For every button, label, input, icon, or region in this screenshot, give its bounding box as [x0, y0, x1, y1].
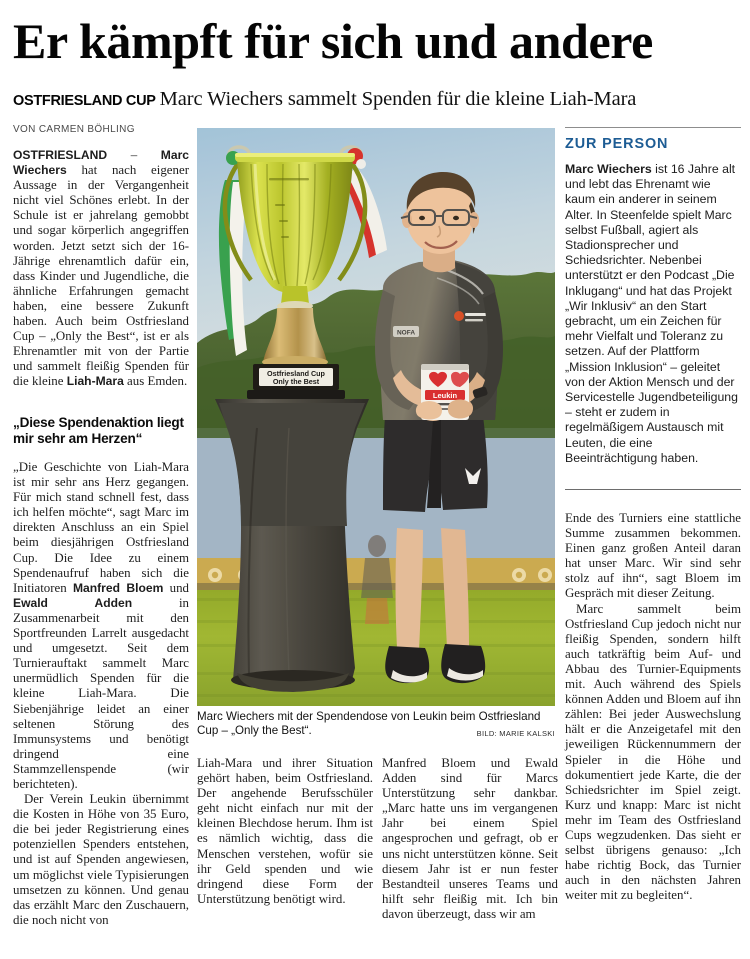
- col1-paragraph-2b: in Zusammenarbeit mit den Sportfreunden Larrelt ausgedacht und umgesetzt. Seit dem Turnierauftakt sammelt Marc unermüdlich Spenden für die kleine Liah-Mara. Die Siebenjährige leidet an einer seltenen Störung des Immunsystems und benötigt dringend eine Stammzellenspende (wir berichteten).: [13, 595, 190, 791]
- article-column-1-lead: [13, 148, 189, 390]
- conjunction-und: und: [163, 580, 190, 595]
- zur-person-lead-name: Marc Wiechers: [565, 162, 652, 176]
- trophy-plaque-line1: Ostfriesland Cup: [267, 369, 325, 378]
- photo-credit: BILD: MARIE KALSKI: [476, 729, 555, 738]
- trophy-plaque-line2: Only the Best: [272, 377, 320, 386]
- article-photo: [197, 128, 555, 706]
- col2-paragraph-1: Liah-Mara und ihrer Situation gehört haben, beim Ostfriesland. Der angehende Berufsschüler geht nicht einfach nur mit der kleinen Blechdose herum. Ihm ist es nämlich wichtig, dass die Menschen verstehen, wofür sie ihr Geld spenden und wie dringend diese Form der Unterstützung benötigt wird.: [197, 756, 373, 906]
- col1-paragraph-3: Der Verein Leukin übernimmt die Kosten in Höhe von 35 Euro, die bei jeder Registrierung eines potenziellen Spenders entstehen, und ist auf Spenden angewiesen, um möglichst viele Typisierungen umsetzen zu können. Und genau das erzählt Marc den Zuschauern, die noch nicht von: [13, 792, 189, 927]
- lead-person-name: Marc Wiechers: [13, 148, 189, 178]
- zur-person-title: ZUR PERSON: [565, 136, 669, 152]
- article-column-1-body: [13, 460, 189, 928]
- highlight-manfred-bloem: Manfred Bloem: [72, 580, 164, 595]
- article-column-4: [565, 511, 741, 903]
- page-title: Er kämpft für sich und andere: [13, 13, 653, 69]
- col1-paragraph-2a: „Die Geschichte von Liah-Mara ist mir sehr ans Herz gegangen. Für mich stand schnell fest, dass ich helfen möchte“, sagt Marc im direkten Anschluss an ein Spiel beim diesjährigen Ostfriesland Cup. Die Idee zu einem Spendenaufruf haben sich die Initiatoren: [13, 460, 189, 595]
- highlight-liah-mara: Liah-Mara: [66, 374, 124, 389]
- lead-place: OSTFRIESLAND: [13, 148, 108, 162]
- zur-person-rule-top: [565, 127, 741, 128]
- svg-text:NOFA: NOFA: [396, 329, 416, 337]
- highlight-ewald-adden: Ewald Adden: [13, 595, 133, 610]
- zur-person-text: ist 16 Jahre alt und lebt das Ehrenamt wie kaum ein anderer in seinem Alter. In Steenfelde spielt Marc selbst Fußball, agiert als Stadionsprecher und Schiedsrichter. Nebenbei unterstützt er den Podcast „Die Inklugang“ und hat das Projekt „Wir Inklusiv“ an den Start gebracht, um ein Zeichen für mehr Vielfalt und Toleranz zu setzen. Auf der Plattform „Mission Inklusion“ – geleitet von der Aktion Mensch und der Servicestelle Jugendbeteiligung – steht er zudem in regelmäßigem Austausch mit Leuten, die eine Beeinträchtigung haben.: [565, 162, 738, 465]
- col4-paragraph-1: Ende des Turniers eine stattliche Summe zusammen bekommen. Einen ganz großen Anteil daran hat unser Marc. Wir sind sehr stolz auf ihn“, sagt Bloem im Gespräch mit dieser Zeitung.: [565, 511, 741, 601]
- article-column-3: [382, 756, 558, 922]
- svg-text:Leukin: Leukin: [432, 391, 458, 400]
- article-column-2: [197, 756, 373, 907]
- zur-person-rule-bottom: [565, 489, 741, 490]
- subheading: „Diese Spendenaktion liegt mir sehr am Herzen“: [13, 415, 184, 447]
- photo-caption: [197, 710, 555, 741]
- col3-paragraph-1: Manfred Bloem und Ewald Adden sind für Marcs Unterstützung sehr dankbar. „Marc hatte uns im vergangenen Jahr bei einem Spiel angesprochen und gefragt, ob er uns nicht unterstützen könne. Seit diesem Jahr ist er nun fester Bestandteil unseres Teams und hilft sehr fleißig mit. Ich bin davon überzeugt, dass wir am: [382, 756, 558, 921]
- kicker: [13, 88, 737, 110]
- col4-paragraph-2: Marc sammelt beim Ostfriesland Cup jedoch nicht nur fleißig Spenden, sondern hilft auch tatkräftig beim Auf- und Abbau des Turnier-Equipments mit. Auch während des Spiels können Adden und Bloem auf ihn zählen: Bei jeder Auswechslung hält er die Anzeigetafel mit den jeweiligen Rückennummern der Spieler in die Höhe und dokumentiert jede Karte, die der Schiedsrichter im Spiel zeigt. Kurz und knapp: Marc ist nicht mehr im Team des Ostfriesland Cups wegzudenken. Das sieht er selbst übrigens genauso: „Ich habe richtig Bock, das Turnier auch in den nächsten Jahren weiter mit zu begleiten“.: [565, 601, 741, 903]
- kicker-text: Marc Wiechers sammelt Spenden für die kleine Liah-Mara: [159, 88, 637, 110]
- zur-person-body: [565, 162, 741, 466]
- photo-caption-text: Marc Wiechers mit der Spendendose von Leukin beim Ostfriesland Cup – „Only the Best“.: [197, 710, 541, 737]
- lead-dash: –: [107, 148, 161, 162]
- col1-paragraph-1a: hat nach eigener Aussage in der Vergangenheit nicht viel Schönes erlebt. In der Schule ist er jahrelang gemobbt und sogar körperlich angegriffen worden. Jetzt setzt sich der 16-Jährige ehrenamtlich dafür ein, dass Kinder und Jugendliche, die ähnliche Erfahrungen gemacht haben, eine bessere Zukunft haben. Auch beim Ostfriesland Cup – „Only the Best“, ist er als Ehrenamtler mit von der Partie und sammelt fleißig Spenden für die kleine: [13, 163, 189, 389]
- byline: VON CARMEN BÖHLING: [13, 124, 135, 135]
- col1-paragraph-1b: aus Emden.: [123, 374, 188, 389]
- photo-illustration: [197, 128, 555, 706]
- kicker-tag: OSTFRIESLAND CUP: [13, 93, 156, 109]
